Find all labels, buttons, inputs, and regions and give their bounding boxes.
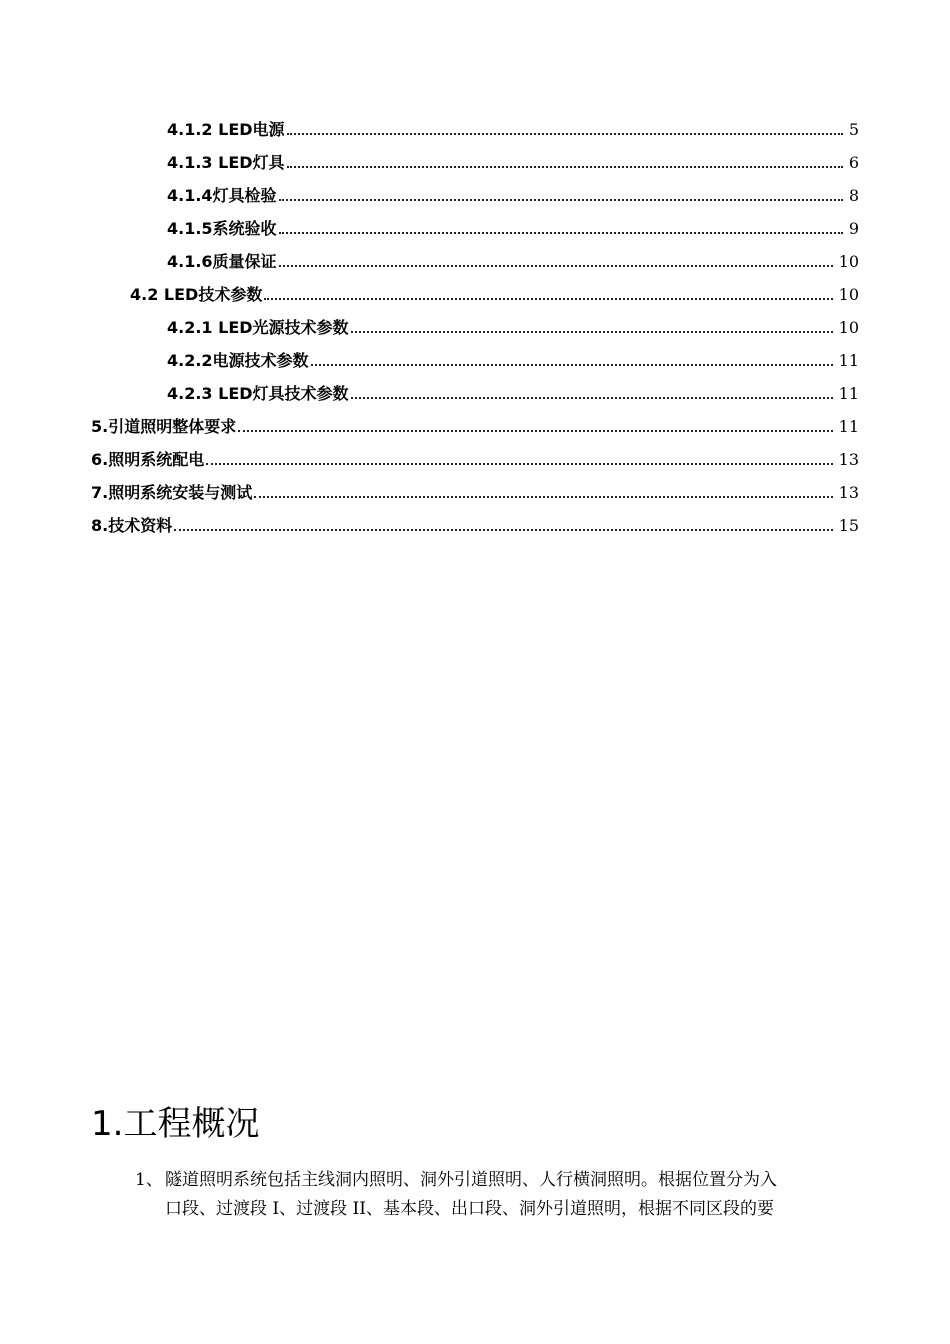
toc-page-number: 11 <box>838 417 859 436</box>
toc-entry-title: 7.照明系统安装与测试 <box>91 483 253 502</box>
toc-entry-title: 4.2.3 LED灯具技术参数 <box>167 384 349 403</box>
toc-page-number: 9 <box>848 219 859 238</box>
toc-entry[interactable] <box>167 308 859 338</box>
toc-dot-leader <box>279 264 833 267</box>
body-paragraph <box>135 1166 860 1224</box>
toc-dot-leader <box>311 363 833 366</box>
list-item-number: 1、 <box>135 1170 163 1190</box>
toc-entry[interactable] <box>167 143 859 173</box>
section-heading: 1.工程概况 <box>91 1104 260 1144</box>
toc-page-number: 10 <box>838 285 859 304</box>
toc-entry-title: 8.技术资料 <box>91 516 173 535</box>
toc-dot-leader <box>238 429 832 432</box>
toc-entry-title: 4.1.2 LED电源 <box>167 120 285 139</box>
toc-entry-title: 4.1.5系统验收 <box>167 219 277 238</box>
paragraph-line: 口段、过渡段 I、过渡段 II、基本段、出口段、洞外引道照明，根据不同区段的要 <box>165 1199 774 1219</box>
toc-entry-title: 4.2 LED技术参数 <box>130 285 263 304</box>
toc-page-number: 10 <box>838 252 859 271</box>
toc-entry-title: 6.照明系统配电 <box>91 450 205 469</box>
toc-entry-title: 5.引道照明整体要求 <box>91 417 237 436</box>
toc-page-number: 10 <box>838 318 859 337</box>
toc-page-number: 11 <box>838 351 859 370</box>
toc-entry-title: 4.2.2电源技术参数 <box>167 351 309 370</box>
toc-page-number: 8 <box>848 186 859 205</box>
toc-dot-leader <box>351 330 833 333</box>
toc-entry[interactable] <box>167 242 859 272</box>
toc-dot-leader <box>351 396 833 399</box>
toc-page-number: 15 <box>838 516 859 535</box>
toc-page-number: 6 <box>848 153 859 172</box>
toc-entry[interactable] <box>167 176 859 206</box>
toc-entry[interactable] <box>91 506 859 536</box>
toc-entry-title: 4.1.3 LED灯具 <box>167 153 285 172</box>
toc-page-number: 13 <box>838 483 859 502</box>
toc-entry-title: 4.2.1 LED光源技术参数 <box>167 318 349 337</box>
toc-entry[interactable] <box>91 407 859 437</box>
toc-entry[interactable] <box>167 374 859 404</box>
paragraph-line: 隧道照明系统包括主线洞内照明、洞外引道照明、人行横洞照明。根据位置分为入 <box>165 1170 777 1190</box>
toc-entry[interactable] <box>167 341 859 371</box>
toc-page-number: 5 <box>848 120 859 139</box>
toc-entry[interactable] <box>167 209 859 239</box>
toc-entry-title: 4.1.4灯具检验 <box>167 186 277 205</box>
toc-page-number: 13 <box>838 450 859 469</box>
toc-entry-title: 4.1.6质量保证 <box>167 252 277 271</box>
toc-entry[interactable] <box>91 473 859 503</box>
toc-dot-leader <box>287 165 843 168</box>
toc-dot-leader <box>206 462 832 465</box>
toc-dot-leader <box>279 198 843 201</box>
toc-entry[interactable] <box>91 440 859 470</box>
toc-dot-leader <box>264 297 832 300</box>
toc-page-number: 11 <box>838 384 859 403</box>
toc-dot-leader <box>279 231 843 234</box>
toc-entry[interactable] <box>130 275 859 305</box>
toc-dot-leader <box>254 495 832 498</box>
toc-dot-leader <box>287 132 843 135</box>
toc-dot-leader <box>174 528 832 531</box>
toc-entry[interactable] <box>167 110 859 140</box>
